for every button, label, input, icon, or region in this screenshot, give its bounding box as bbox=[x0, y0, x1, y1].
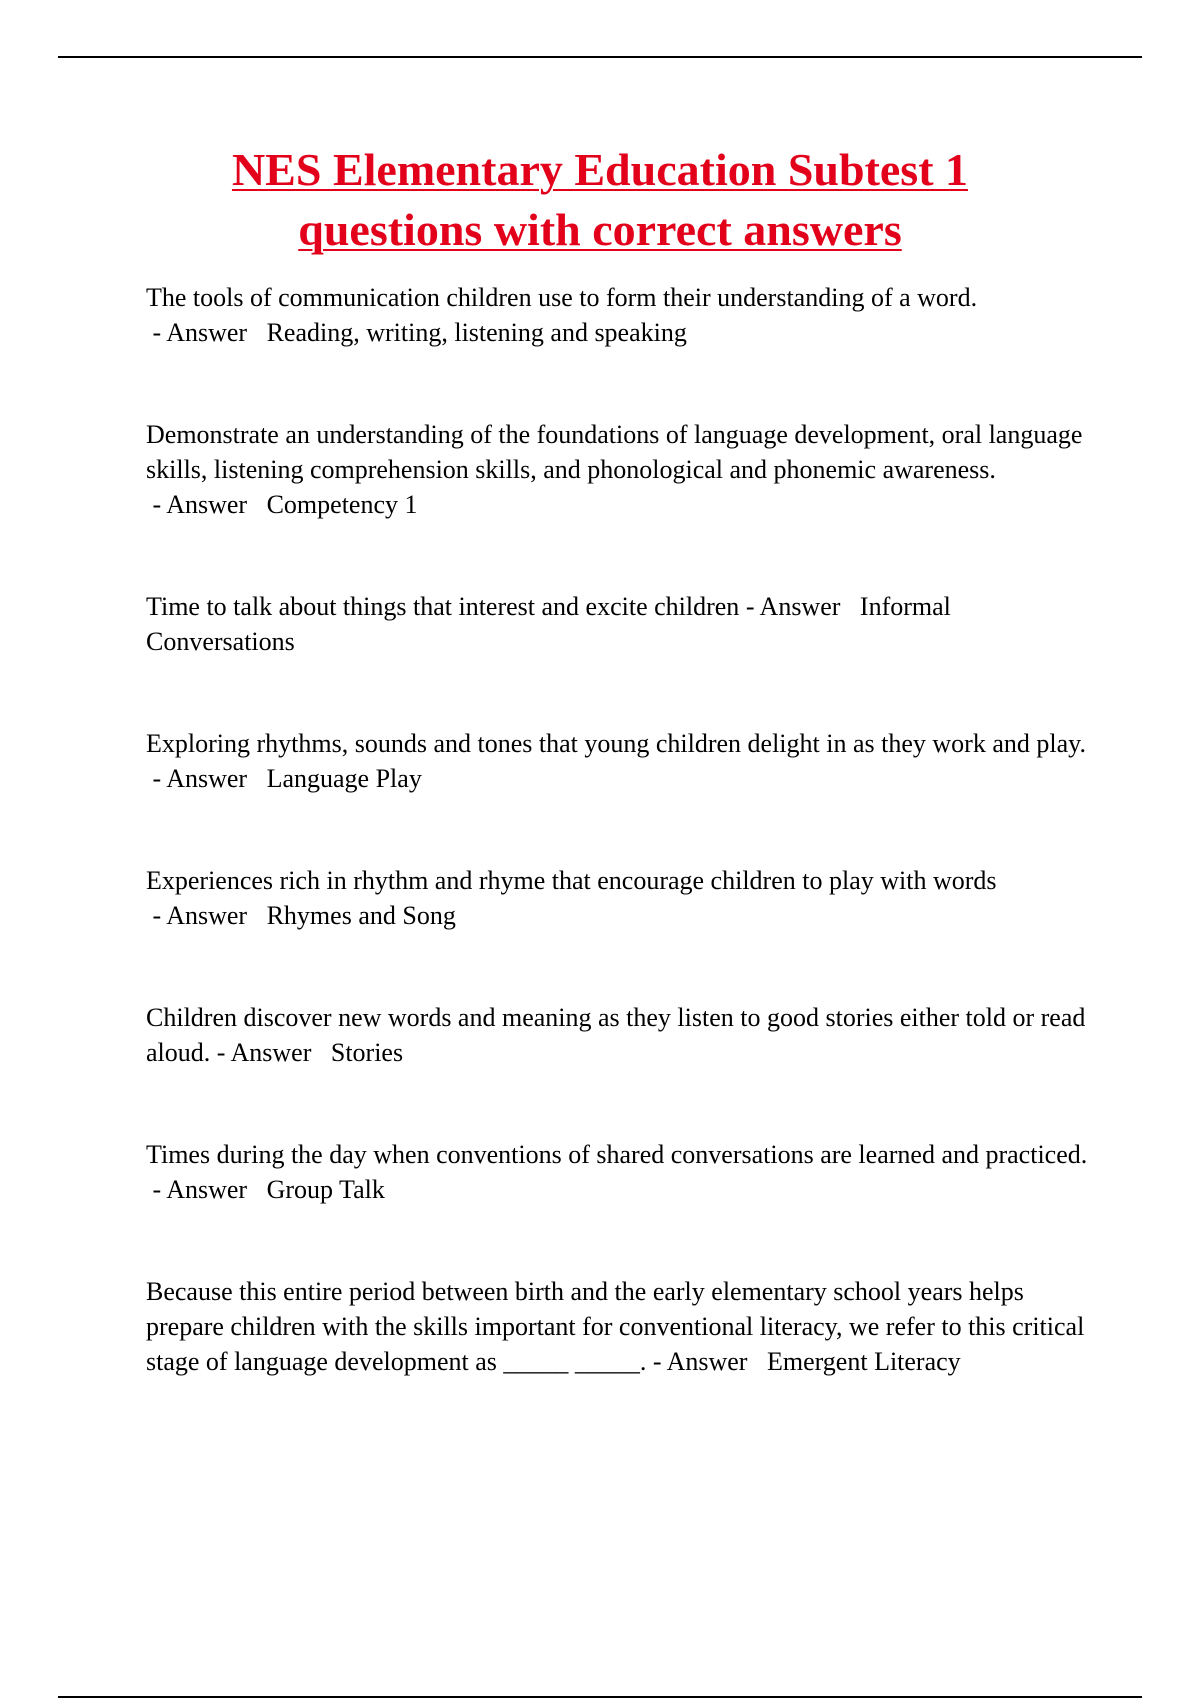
answer-separator: - Answer bbox=[146, 318, 267, 347]
answer-separator: - Answer bbox=[146, 1175, 267, 1204]
answer-text: Informal Conversations bbox=[146, 592, 951, 656]
bottom-rule bbox=[58, 1696, 1142, 1698]
answer-text: Reading, writing, listening and speaking bbox=[266, 318, 687, 347]
qa-item bbox=[146, 863, 1096, 933]
answer-separator: - Answer bbox=[146, 764, 267, 793]
qa-item bbox=[146, 589, 1096, 659]
answer-separator: - Answer bbox=[210, 1038, 331, 1067]
answer-text: Emergent Literacy bbox=[766, 1347, 961, 1376]
qa-item bbox=[146, 1274, 1096, 1379]
answer-text: Stories bbox=[330, 1038, 404, 1067]
qa-item bbox=[146, 726, 1096, 796]
question-text: Demonstrate an understanding of the foundations of language development, oral language skills, listening comprehension skills, and phonological and phonemic awareness. bbox=[146, 420, 1083, 484]
qa-item bbox=[146, 417, 1096, 522]
title-line-2: questions with correct answers bbox=[298, 204, 902, 255]
answer-text: Competency 1 bbox=[266, 490, 418, 519]
answer-separator: - Answer bbox=[646, 1347, 767, 1376]
question-text: Because this entire period between birth and the early elementary school years helps prepare children with the skills important for conventional literacy, we refer to this critical stage of language development as _____ _____. bbox=[146, 1277, 1085, 1376]
answer-text: Language Play bbox=[266, 764, 422, 793]
qa-item bbox=[146, 280, 1096, 350]
question-text: The tools of communication children use to form their understanding of a word. bbox=[146, 283, 978, 312]
answer-separator: - Answer bbox=[146, 901, 267, 930]
title-line-1: NES Elementary Education Subtest 1 bbox=[231, 144, 969, 195]
answer-separator: - Answer bbox=[739, 592, 860, 621]
qa-item bbox=[146, 1137, 1096, 1207]
question-text: Children discover new words and meaning as they listen to good stories either told or read aloud. bbox=[146, 1003, 1086, 1067]
top-rule bbox=[58, 56, 1142, 58]
question-text: Time to talk about things that interest and excite children bbox=[146, 592, 740, 621]
qa-item bbox=[146, 1000, 1096, 1070]
question-text: Times during the day when conventions of shared conversations are learned and practiced. bbox=[146, 1140, 1088, 1169]
qa-list bbox=[146, 280, 1096, 1446]
answer-separator: - Answer bbox=[146, 490, 267, 519]
document-title bbox=[100, 140, 1100, 260]
question-text: Experiences rich in rhythm and rhyme that encourage children to play with words bbox=[146, 866, 997, 895]
answer-text: Group Talk bbox=[266, 1175, 385, 1204]
answer-text: Rhymes and Song bbox=[266, 901, 456, 930]
question-text: Exploring rhythms, sounds and tones that young children delight in as they work and play. bbox=[146, 729, 1086, 758]
